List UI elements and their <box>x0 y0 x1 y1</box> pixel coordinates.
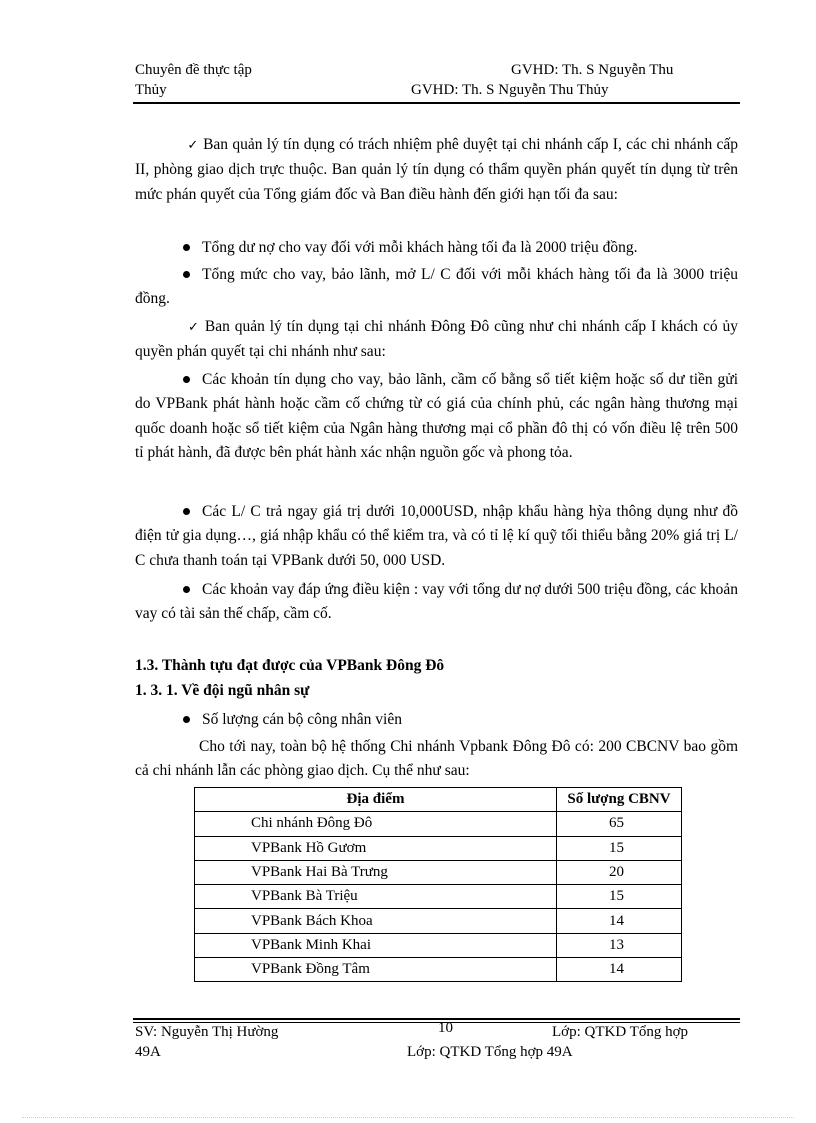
paragraph-credit-board-approval: ✓ Ban quản lý tín dụng có trách nhiệm phê duyệt tại chi nhánh cấp I, các chi nhánh cấp II, phòng giao dịch trực thuộc. Ban quản lý tín dụng có thẩm quyền phán quyết tín dụng từ trên mức phán quyết của Tổng giám đốc và Ban điều hành đến giới hạn tối đa sau: <box>135 136 738 203</box>
table-cell-count: 14 <box>557 958 682 982</box>
bullet-total-debt-limit: Tổng dư nợ cho vay đối với mỗi khách hàng tối đa là 2000 triệu đồng. <box>135 236 738 260</box>
table-row <box>195 885 682 909</box>
bullet-icon <box>183 244 190 251</box>
subsection-heading: 1. 3. 1. Về đội ngũ nhân sự <box>135 682 310 699</box>
table-cell-count: 20 <box>557 860 682 884</box>
check-mark-icon: ✓ <box>187 320 200 335</box>
table-cell-count: 65 <box>557 812 682 836</box>
footer-rule-thin <box>133 1022 740 1023</box>
bullet-icon <box>183 586 190 593</box>
bullet-staff-count: Số lượng cán bộ công nhân viên <box>135 708 738 732</box>
table-row <box>195 812 682 836</box>
paragraph-staff-summary: Cho tới nay, toàn bộ hệ thống Chi nhánh Vpbank Đông Đô có: 200 CBCNV bao gồm cả chi nhánh lẫn các phòng giao dịch. Cụ thể như sau: <box>135 738 738 780</box>
bullet-eligible-loans: Các khoản vay đáp ứng điều kiện : vay với tổng dư nợ dưới 500 triệu đồng, các khoản vay có tài sản thế chấp, cầm cố. <box>135 581 738 623</box>
footer-left-line2: 49A <box>135 1044 161 1060</box>
table-cell-location: VPBank Đồng Tâm <box>195 958 557 982</box>
bullet-icon <box>183 716 190 723</box>
page-edge-divider <box>22 1117 794 1118</box>
bullet-icon <box>183 508 190 515</box>
table-row <box>195 836 682 860</box>
paragraph-dongdo-branch-authority: ✓ Ban quản lý tín dụng tại chi nhánh Đông Đô cũng như chi nhánh cấp I khách có ủy quyền phán quyết tại chi nhánh như sau: <box>135 318 738 361</box>
bullet-letter-of-credit: Các L/ C trả ngay giá trị dưới 10,000USD, nhập khẩu hàng hỳa thông dụng như đồ điện tử gia dụng…, giá nhập khẩu có thể kiểm tra, và có tỉ lệ kí quỹ tối thiểu bằng 20% giá trị L/ C chưa thanh toán tại VPBank dưới 50, 000 USD. <box>135 503 738 569</box>
header-left-line2: Thủy <box>135 82 167 98</box>
header-rule <box>133 102 740 104</box>
table-cell-count: 15 <box>557 885 682 909</box>
table-header-row <box>195 788 682 812</box>
table-cell-location: VPBank Hồ Gươm <box>195 836 557 860</box>
table-cell-location: Chi nhánh Đông Đô <box>195 812 557 836</box>
staff-table <box>194 787 682 982</box>
table-cell-count: 15 <box>557 836 682 860</box>
header-center-line2: GVHD: Th. S Nguyễn Thu Thủy <box>411 82 609 98</box>
table-cell-count: 13 <box>557 933 682 957</box>
table-row <box>195 933 682 957</box>
table-header-staff-count: Số lượng CBNV <box>557 788 682 812</box>
bullet-secured-credit: Các khoản tín dụng cho vay, bảo lãnh, cầm cố bằng sổ tiết kiệm hoặc số dư tiền gửi do VPBank phát hành hoặc cầm cố chứng từ có giá của chính phủ, các ngân hàng thương mại quốc doanh hoặc sổ tiết kiệm của Ngân hàng thương mại cổ phần đô thị có vốn điều lệ trên 500 tỉ phát hành, đã được bên phát hành xác nhận nguồn gốc và phong tỏa. <box>135 371 738 462</box>
bullet-icon <box>183 376 190 383</box>
table-row <box>195 909 682 933</box>
header-right-line1: GVHD: Th. S Nguyễn Thu <box>511 62 674 78</box>
header-left-line1: Chuyên đề thực tập <box>135 62 252 78</box>
table-header-location: Địa điểm <box>195 788 557 812</box>
page-number: 10 <box>438 1020 453 1036</box>
table-row <box>195 860 682 884</box>
table-cell-location: VPBank Bà Triệu <box>195 885 557 909</box>
table-cell-location: VPBank Minh Khai <box>195 933 557 957</box>
table-cell-count: 14 <box>557 909 682 933</box>
table-row <box>195 958 682 982</box>
table-cell-location: VPBank Bách Khoa <box>195 909 557 933</box>
footer-student: SV: Nguyễn Thị Hường <box>135 1024 279 1040</box>
bullet-icon <box>183 271 190 278</box>
footer-class-line1: Lớp: QTKD Tổng hợp <box>552 1024 688 1040</box>
section-heading: 1.3. Thành tựu đạt được của VPBank Đông Đô <box>135 657 445 674</box>
check-mark-icon: ✓ <box>187 138 199 153</box>
footer-class-line2: Lớp: QTKD Tổng hợp 49A <box>407 1044 573 1060</box>
table-cell-location: VPBank Hai Bà Trưng <box>195 860 557 884</box>
footer-rule <box>133 1018 740 1020</box>
bullet-total-lending-limit: Tổng mức cho vay, bảo lãnh, mở L/ C đối với mỗi khách hàng tối đa là 3000 triệu đồng. <box>135 266 738 308</box>
